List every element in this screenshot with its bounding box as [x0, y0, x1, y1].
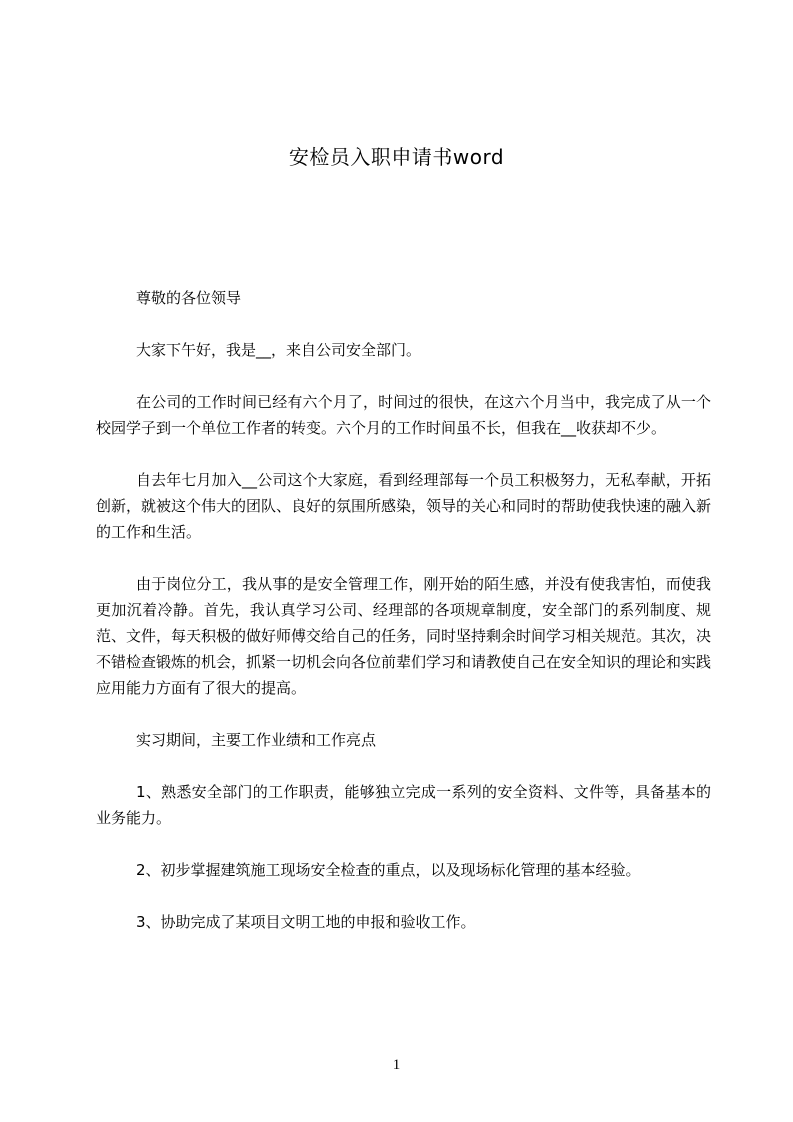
paragraph-greeting: 大家下午好，我是__，来自公司安全部门。: [136, 341, 422, 359]
paragraph-achievements-heading: 实习期间，主要工作业绩和工作亮点: [136, 731, 377, 749]
paragraph-salutation: 尊敬的各位领导: [136, 289, 242, 307]
document-title: 安检员入职申请书word: [288, 145, 505, 169]
paragraph-item-1: 1、熟悉安全部门的工作职责，能够独立完成一系列的安全资料、文件等，具备基本的业务能力。: [96, 783, 711, 827]
paragraph-item-2: 2、初步掌握建筑施工现场安全检查的重点，以及现场标化管理的基本经验。: [136, 861, 641, 879]
paragraph-item-3: 3、协助完成了某项目文明工地的申报和验收工作。: [136, 913, 476, 931]
paragraph-joining: 自去年七月加入__公司这个大家庭，看到经理部每一个员工积极努力，无私奉献，开拓创新，就被这个伟大的团队、良好的氛围所感染，领导的关心和同时的帮助使我快速的融入新的工作和生活。: [96, 471, 712, 541]
page-number: 1: [392, 1057, 401, 1073]
paragraph-work-time: 在公司的工作时间已经有六个月了，时间过的很快，在这六个月当中，我完成了从一个校园学子到一个单位工作者的转变。六个月的工作时间虽不长，但我在__收获却不少。: [96, 393, 711, 437]
paragraph-safety-management: 由于岗位分工，我从事的是安全管理工作，刚开始的陌生感，并没有使我害怕，而使我更加沉着冷静。首先，我认真学习公司、经理部的各项规章制度，安全部门的系列制度、规范、文件，每天积极的做好师傅交给自己的任务，同时坚持剩余时间学习相关规范。其次，决不错检查锻炼的机会，抓紧一切机会向各位前辈们学习和请教使自己在安全知识的理论和实践应用能力方面有了很大的提高。: [96, 575, 712, 697]
document-body: [96, 285, 711, 961]
